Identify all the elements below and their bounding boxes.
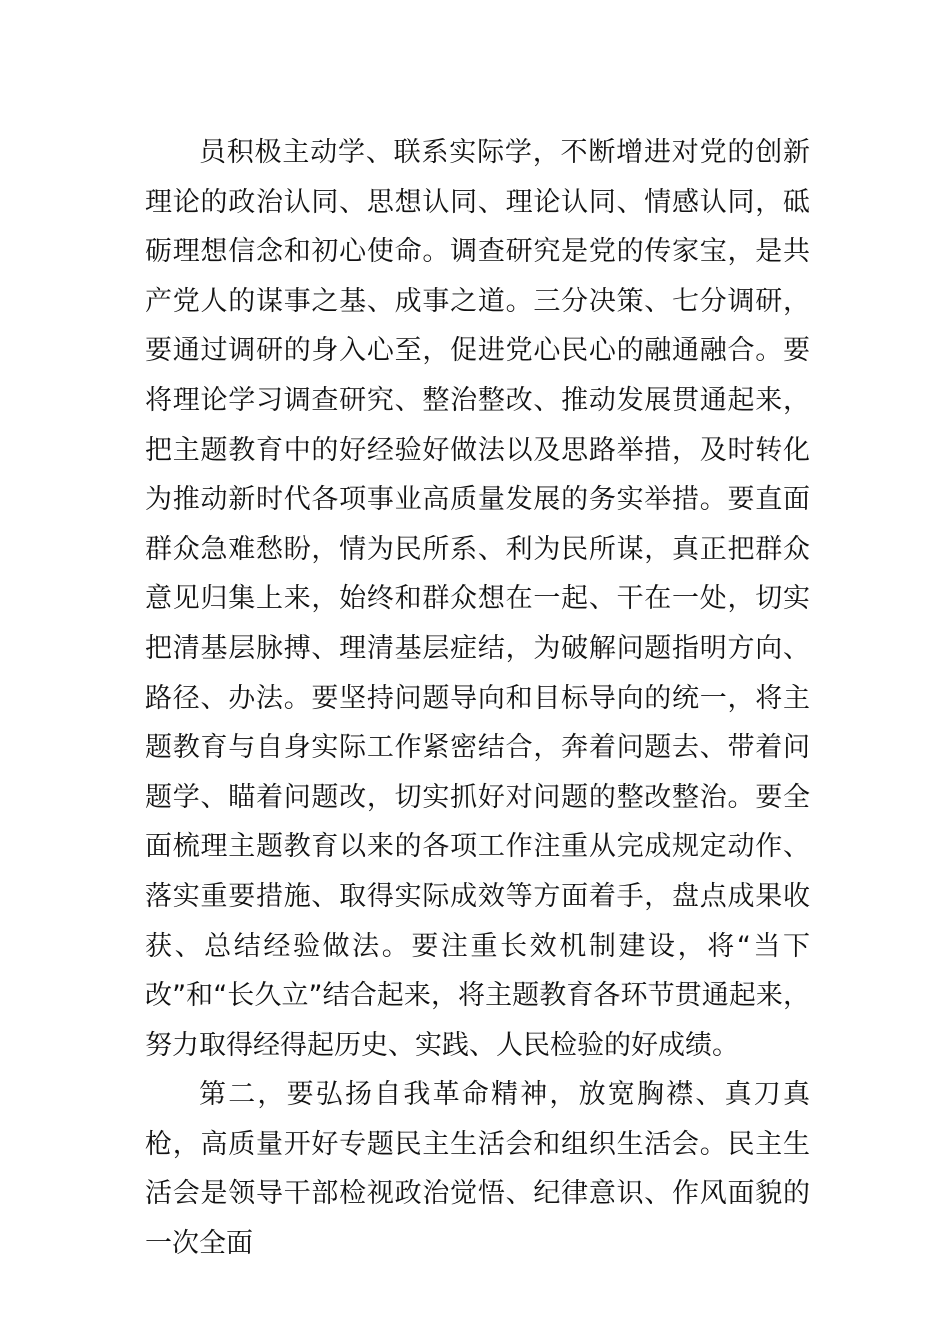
paragraph-2: 第二，要弘扬自我革命精神，放宽胸襟、真刀真枪，高质量开好专题民主生活会和组织生活会。民主生活会是领导干部检视政治觉悟、纪律意识、作风面貌的一次全面	[145, 1079, 810, 1260]
paragraph-1: 员积极主动学、联系实际学，不断增进对党的创新理论的政治认同、思想认同、理论认同、情感认同，砥砺理想信念和初心使命。调查研究是党的传家宝，是共产党人的谋事之基、成事之道。三分决策、七分调研，要通过调研的身入心至，促进党心民心的融通融合。要将理论学习调查研究、整治整改、推动发展贯通起来，把主题教育中的好经验好做法以及思路举措，及时转化为推动新时代各项事业高质量发展的务实举措。要直面群众急难愁盼，情为民所系、利为民所谋，真正把群众意见归集上来，始终和群众想在一起、干在一处，切实把清基层脉搏、理清基层症结，为破解问题指明方向、路径、办法。要坚持问题导向和目标导向的统一，将主题教育与自身实际工作紧密结合，奔着问题去、带着问题学、瞄着问题改，切实抓好对问题的整改整治。要全面梳理主题教育以来的各项工作注重从完成规定动作、落实重要措施、取得实际成效等方面着手，盘点成果收获、总结经验做法。要注重长效机制建设，将“当下改”和“长久立”结合起来，将主题教育各环节贯通起来，努力取得经得起历史、实践、人民检验的好成绩。	[145, 137, 810, 1061]
document-body	[145, 128, 810, 1269]
